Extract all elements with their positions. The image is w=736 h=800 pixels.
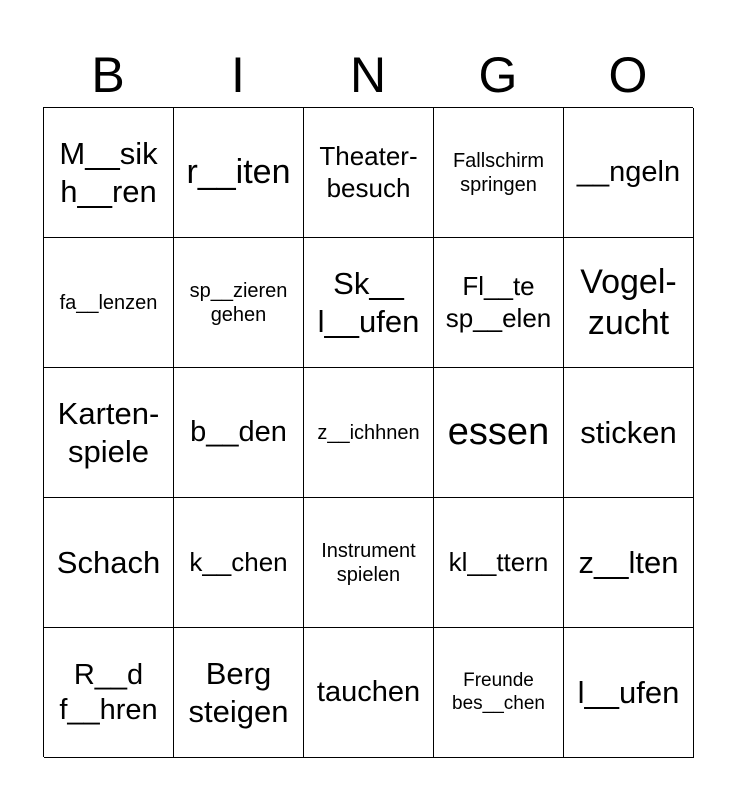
- bingo-cell[interactable]: Instrument spielen: [304, 498, 434, 628]
- bingo-cell[interactable]: M__sik h__ren: [44, 108, 174, 238]
- bingo-cell[interactable]: sticken: [564, 368, 694, 498]
- bingo-cell[interactable]: Sk__ l__ufen: [304, 238, 434, 368]
- bingo-cell[interactable]: Freunde bes__chen: [434, 628, 564, 758]
- bingo-header: [43, 44, 693, 106]
- bingo-cell[interactable]: fa__lenzen: [44, 238, 174, 368]
- bingo-cell[interactable]: sp__zieren gehen: [174, 238, 304, 368]
- bingo-cell[interactable]: Schach: [44, 498, 174, 628]
- bingo-cell[interactable]: r__iten: [174, 108, 304, 238]
- bingo-cell[interactable]: Vogel- zucht: [564, 238, 694, 368]
- header-letter-b: B: [91, 47, 125, 103]
- bingo-cell[interactable]: Fallschirm springen: [434, 108, 564, 238]
- bingo-cell[interactable]: tauchen: [304, 628, 434, 758]
- bingo-cell[interactable]: b__den: [174, 368, 304, 498]
- bingo-cell[interactable]: Berg steigen: [174, 628, 304, 758]
- bingo-cell[interactable]: Theater- besuch: [304, 108, 434, 238]
- bingo-cell[interactable]: z__ichhnen: [304, 368, 434, 498]
- bingo-cell[interactable]: k__chen: [174, 498, 304, 628]
- header-letter-g: G: [478, 47, 518, 103]
- header-letter-n: N: [349, 47, 387, 103]
- bingo-cell[interactable]: kl__ttern: [434, 498, 564, 628]
- header-letter-o: O: [608, 47, 648, 103]
- bingo-board: [43, 107, 693, 757]
- bingo-cell[interactable]: essen: [434, 368, 564, 498]
- bingo-cell[interactable]: z__lten: [564, 498, 694, 628]
- bingo-cell[interactable]: __ngeln: [564, 108, 694, 238]
- bingo-cell[interactable]: R__d f__hren: [44, 628, 174, 758]
- bingo-cell[interactable]: l__ufen: [564, 628, 694, 758]
- header-letter-i: I: [231, 47, 245, 103]
- bingo-cell[interactable]: Fl__te sp__elen: [434, 238, 564, 368]
- bingo-cell[interactable]: Karten- spiele: [44, 368, 174, 498]
